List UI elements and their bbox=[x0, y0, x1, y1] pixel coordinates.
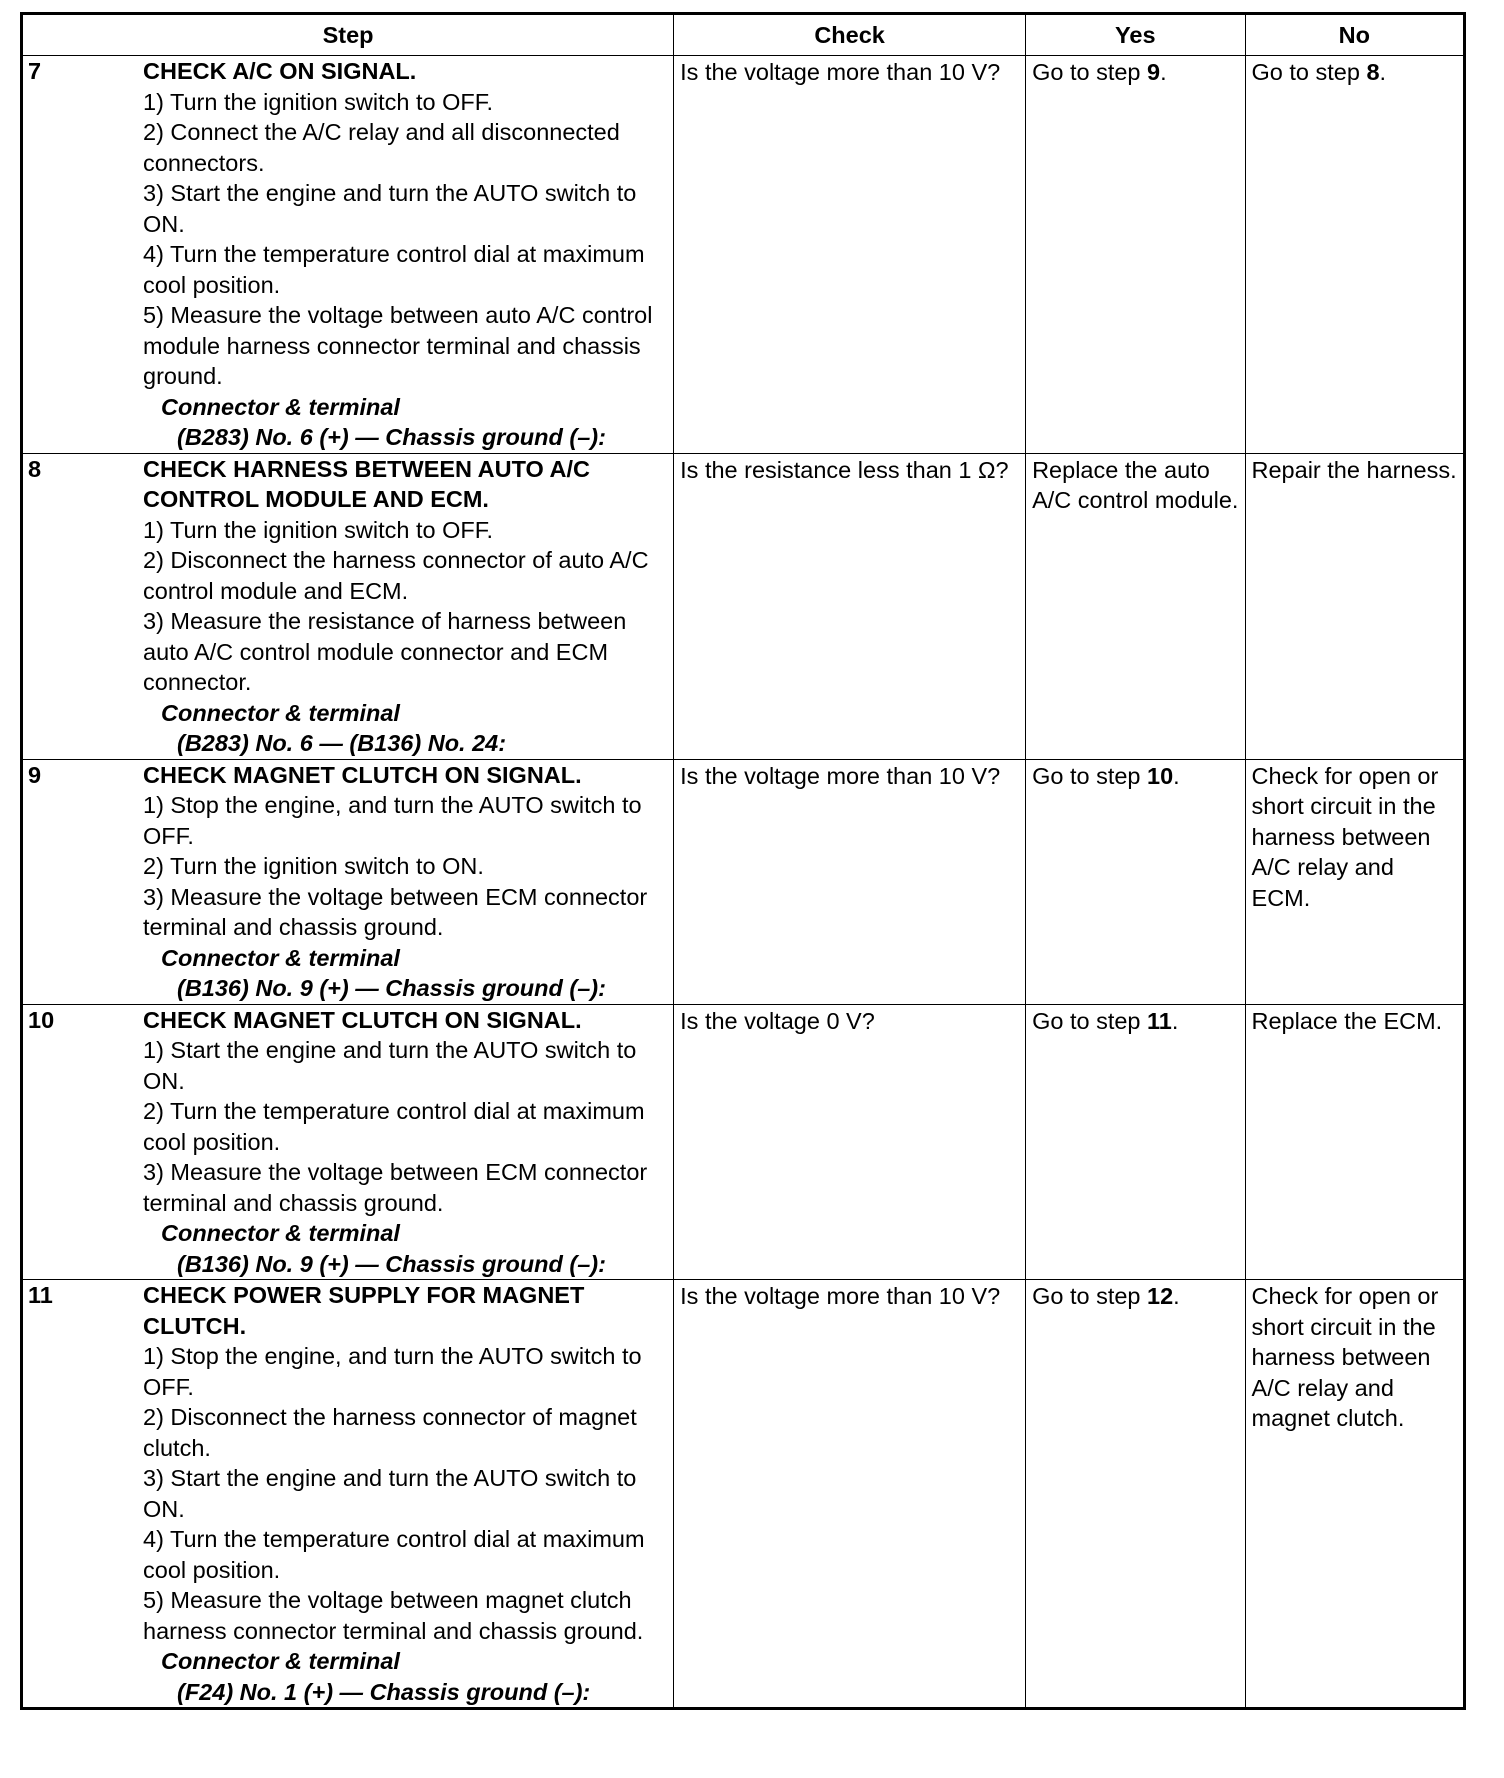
step-cell bbox=[22, 56, 674, 454]
header-check: Check bbox=[674, 14, 1026, 56]
substep: 5) Measure the voltage between magnet clutch harness connector terminal and chassis ground. bbox=[143, 1587, 644, 1644]
substep: 2) Disconnect the harness connector of auto A/C control module and ECM. bbox=[143, 547, 649, 604]
table-row bbox=[22, 453, 1465, 759]
step-cell bbox=[22, 453, 674, 759]
step-number: 8 bbox=[28, 455, 42, 482]
substep: 2) Turn the ignition switch to ON. bbox=[143, 853, 484, 879]
step-number: 9 bbox=[28, 761, 42, 788]
check-cell bbox=[674, 759, 1026, 1004]
yes-text: Go to step bbox=[1032, 1007, 1148, 1034]
substep: 3) Measure the resistance of harness between auto A/C control module connector and ECM connector. bbox=[143, 608, 627, 695]
no-step-ref: 8 bbox=[1366, 59, 1380, 85]
connector-value: (B283) No. 6 — (B136) No. 24: bbox=[177, 730, 507, 756]
yes-cell bbox=[1026, 1280, 1245, 1709]
no-cell bbox=[1245, 1004, 1464, 1280]
substep: 1) Turn the ignition switch to OFF. bbox=[143, 88, 494, 115]
check-text: Is the voltage more than 10 V? bbox=[680, 762, 1001, 789]
connector-label: Connector & terminal bbox=[161, 393, 400, 420]
substep: 1) Stop the engine, and turn the AUTO switch to OFF. bbox=[143, 792, 642, 849]
yes-cell bbox=[1026, 759, 1245, 1004]
step-number: 7 bbox=[28, 58, 42, 84]
substep: 2) Disconnect the harness connector of magnet clutch. bbox=[143, 1404, 637, 1461]
connector-label: Connector & terminal bbox=[161, 699, 400, 726]
yes-cell bbox=[1026, 56, 1245, 454]
yes-suffix: . bbox=[1160, 59, 1167, 85]
check-text: Is the voltage more than 10 V? bbox=[680, 59, 1001, 85]
step-body bbox=[143, 1005, 673, 1280]
step-body bbox=[143, 56, 673, 453]
yes-suffix: . bbox=[1173, 1283, 1180, 1309]
step-body bbox=[143, 760, 673, 1004]
no-text: Check for open or short circuit in the harness between A/C relay and ECM. bbox=[1251, 762, 1439, 911]
check-cell bbox=[674, 56, 1026, 454]
check-text: Is the resistance less than 1 Ω? bbox=[680, 456, 1009, 483]
table-row bbox=[22, 1280, 1465, 1709]
substep: 4) Turn the temperature control dial at maximum cool position. bbox=[143, 1526, 645, 1583]
substep: 2) Connect the A/C relay and all disconnected connectors. bbox=[143, 119, 620, 176]
header-no: No bbox=[1245, 14, 1464, 56]
no-text: Go to step bbox=[1251, 59, 1367, 85]
connector-label: Connector & terminal bbox=[161, 1220, 400, 1246]
substep: 3) Start the engine and turn the AUTO switch to ON. bbox=[143, 1465, 637, 1522]
table-row bbox=[22, 759, 1465, 1004]
check-cell bbox=[674, 1004, 1026, 1280]
check-text: Is the voltage more than 10 V? bbox=[680, 1283, 1001, 1309]
yes-step-ref: 11 bbox=[1147, 1007, 1172, 1034]
no-text: Replace the ECM. bbox=[1251, 1007, 1443, 1034]
step-title: CHECK POWER SUPPLY FOR MAGNET CLUTCH. bbox=[143, 1282, 585, 1339]
yes-text: Replace the auto A/C control module. bbox=[1032, 456, 1239, 513]
diagnosis-table bbox=[20, 12, 1466, 1710]
table-row bbox=[22, 56, 1465, 454]
substep: 3) Measure the voltage between ECM connector terminal and chassis ground. bbox=[143, 883, 648, 940]
header-row bbox=[22, 14, 1465, 56]
substep: 3) Measure the voltage between ECM connector terminal and chassis ground. bbox=[143, 1159, 648, 1216]
connector-label: Connector & terminal bbox=[161, 1648, 400, 1674]
substep: 5) Measure the voltage between auto A/C control module harness connector terminal and chassis ground. bbox=[143, 302, 653, 389]
substep: 1) Stop the engine, and turn the AUTO switch to OFF. bbox=[143, 1343, 642, 1400]
no-cell bbox=[1245, 56, 1464, 454]
yes-cell bbox=[1026, 1004, 1245, 1280]
yes-suffix: . bbox=[1171, 1007, 1179, 1034]
connector-value: (B283) No. 6 (+) — Chassis ground (–): bbox=[177, 424, 606, 450]
no-cell bbox=[1245, 453, 1464, 759]
yes-step-ref: 12 bbox=[1147, 1283, 1174, 1309]
table-row bbox=[22, 1004, 1465, 1280]
connector-value: (B136) No. 9 (+) — Chassis ground (–): bbox=[177, 1250, 606, 1277]
connector-value: (B136) No. 9 (+) — Chassis ground (–): bbox=[177, 975, 606, 1001]
step-cell bbox=[22, 759, 674, 1004]
yes-cell bbox=[1026, 453, 1245, 759]
yes-step-ref: 9 bbox=[1147, 59, 1161, 85]
yes-suffix: . bbox=[1173, 762, 1180, 789]
step-number: 10 bbox=[28, 1006, 55, 1033]
substep: 1) Turn the ignition switch to OFF. bbox=[143, 516, 494, 543]
step-number: 11 bbox=[28, 1282, 53, 1308]
step-body bbox=[143, 454, 673, 759]
no-text: Check for open or short circuit in the harness between A/C relay and magnet clutch. bbox=[1251, 1283, 1439, 1431]
yes-text: Go to step bbox=[1032, 1283, 1148, 1309]
yes-step-ref: 10 bbox=[1147, 762, 1174, 789]
step-body bbox=[143, 1280, 673, 1707]
substep: 3) Start the engine and turn the AUTO switch to ON. bbox=[143, 180, 637, 237]
connector-value: (F24) No. 1 (+) — Chassis ground (–): bbox=[177, 1678, 591, 1705]
substep: 2) Turn the temperature control dial at maximum cool position. bbox=[143, 1098, 645, 1155]
step-title: CHECK MAGNET CLUTCH ON SIGNAL. bbox=[143, 1006, 582, 1033]
no-cell bbox=[1245, 759, 1464, 1004]
yes-text: Go to step bbox=[1032, 59, 1148, 85]
substep: 4) Turn the temperature control dial at maximum cool position. bbox=[143, 241, 645, 298]
yes-text: Go to step bbox=[1032, 762, 1148, 789]
substep: 1) Start the engine and turn the AUTO switch to ON. bbox=[143, 1037, 637, 1094]
step-cell bbox=[22, 1280, 674, 1709]
no-text: Repair the harness. bbox=[1251, 456, 1457, 483]
connector-label: Connector & terminal bbox=[161, 944, 400, 971]
step-title: CHECK HARNESS BETWEEN AUTO A/C CONTROL MODULE AND ECM. bbox=[143, 455, 590, 512]
check-cell bbox=[674, 453, 1026, 759]
check-cell bbox=[674, 1280, 1026, 1709]
header-step: Step bbox=[22, 14, 674, 56]
no-suffix: . bbox=[1379, 59, 1387, 85]
no-cell bbox=[1245, 1280, 1464, 1709]
step-title: CHECK MAGNET CLUTCH ON SIGNAL. bbox=[143, 761, 582, 788]
step-title: CHECK A/C ON SIGNAL. bbox=[143, 58, 417, 84]
step-cell bbox=[22, 1004, 674, 1280]
check-text: Is the voltage 0 V? bbox=[680, 1007, 875, 1034]
header-yes: Yes bbox=[1026, 14, 1245, 56]
